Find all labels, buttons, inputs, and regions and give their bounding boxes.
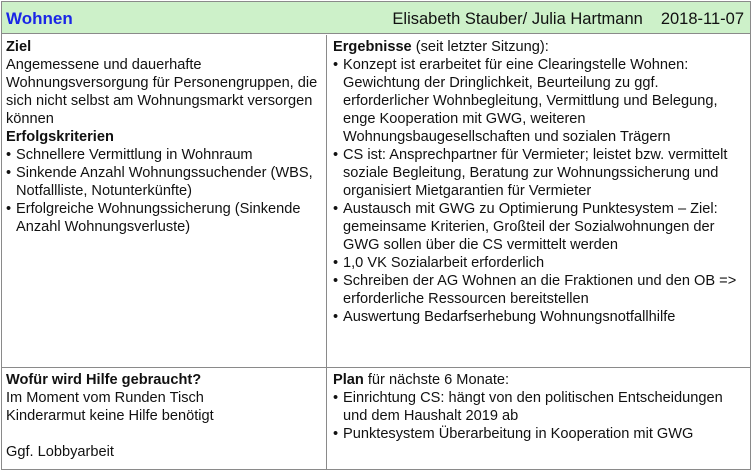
list-item: • Konzept ist erarbeitet für eine Clearingstelle Wohnen: Gewichtung der Dringlichkeit, Beurteilung zu ggf. erforderlicher Wohnbegleitung, Vermittlung und Belegung, enge Kooperation mit GWG, weiteren Wohnungsbaugesellschaften und sozialen Trägern — [333, 56, 746, 146]
ergebnisse-heading: Ergebnisse — [333, 39, 412, 55]
hilfe-heading: Wofür wird Hilfe gebraucht? — [6, 372, 202, 388]
plan-list — [333, 389, 746, 443]
list-item: • Schnellere Vermittlung in Wohnraum — [6, 146, 322, 164]
criteria-heading: Erfolgskriterien — [6, 129, 114, 145]
ziel-text: Angemessene und dauerhafte Wohnungsversorgung für Personengruppen, die sich nicht selbst am Wohnungsmarkt versorgen können — [6, 57, 318, 127]
list-item: • Austausch mit GWG zu Optimierung Punktesystem – Ziel: gemeinsame Kriterien, Großteil der Sozialwohnungen der GWG sollen über die CS vermittelt werden — [333, 200, 746, 254]
criteria-list — [6, 146, 322, 236]
ergebnisse-heading-line — [333, 38, 746, 56]
hilfe-line: Im Moment vom Runden Tisch — [6, 390, 204, 406]
plan-subheading: für nächste 6 Monate: — [363, 372, 510, 388]
ergebnisse-cell — [327, 35, 750, 368]
authors: Elisabeth Stauber/ Julia Hartmann — [392, 10, 643, 28]
list-item: • 1,0 VK Sozialarbeit erforderlich — [333, 254, 746, 272]
plan-heading-line — [333, 371, 746, 389]
header-bar — [2, 2, 750, 34]
page-title: Wohnen — [6, 9, 73, 28]
report-date: 2018-11-07 — [660, 10, 744, 28]
list-item: • Erfolgreiche Wohnungssicherung (Sinkende Anzahl Wohnungsverluste) — [6, 200, 322, 236]
ergebnisse-subheading: (seit letzter Sitzung): — [411, 39, 549, 55]
hilfe-line: Kinderarmut keine Hilfe benötigt — [6, 408, 214, 424]
list-item: • Auswertung Bedarfserhebung Wohnungsnotfallhilfe — [333, 308, 746, 326]
ziel-heading: Ziel — [6, 39, 32, 55]
list-item: • CS ist: Ansprechpartner für Vermieter; leistet bzw. vermittelt soziale Begleitung, Beratung zur Wohnungssicherung und organisiert Mietgarantien für Vermieter — [333, 146, 746, 200]
list-item: • Punktesystem Überarbeitung in Kooperation mit GWG — [333, 425, 746, 443]
ergebnisse-list — [333, 56, 746, 326]
hilfe-line: Ggf. Lobbyarbeit — [6, 444, 114, 460]
hilfe-cell — [2, 368, 327, 469]
header-meta — [392, 9, 744, 29]
list-item: • Schreiben der AG Wohnen an die Fraktionen und den OB => erforderliche Ressourcen bereitstellen — [333, 272, 746, 308]
status-report-table — [1, 1, 751, 470]
list-item: • Einrichtung CS: hängt von den politischen Entscheidungen und dem Haushalt 2019 ab — [333, 389, 746, 425]
ziel-cell — [2, 35, 327, 368]
plan-heading: Plan — [333, 372, 364, 388]
spacer — [6, 425, 322, 443]
plan-cell — [327, 368, 750, 469]
list-item: • Sinkende Anzahl Wohnungssuchender (WBS, Notfallliste, Notunterkünfte) — [6, 164, 322, 200]
